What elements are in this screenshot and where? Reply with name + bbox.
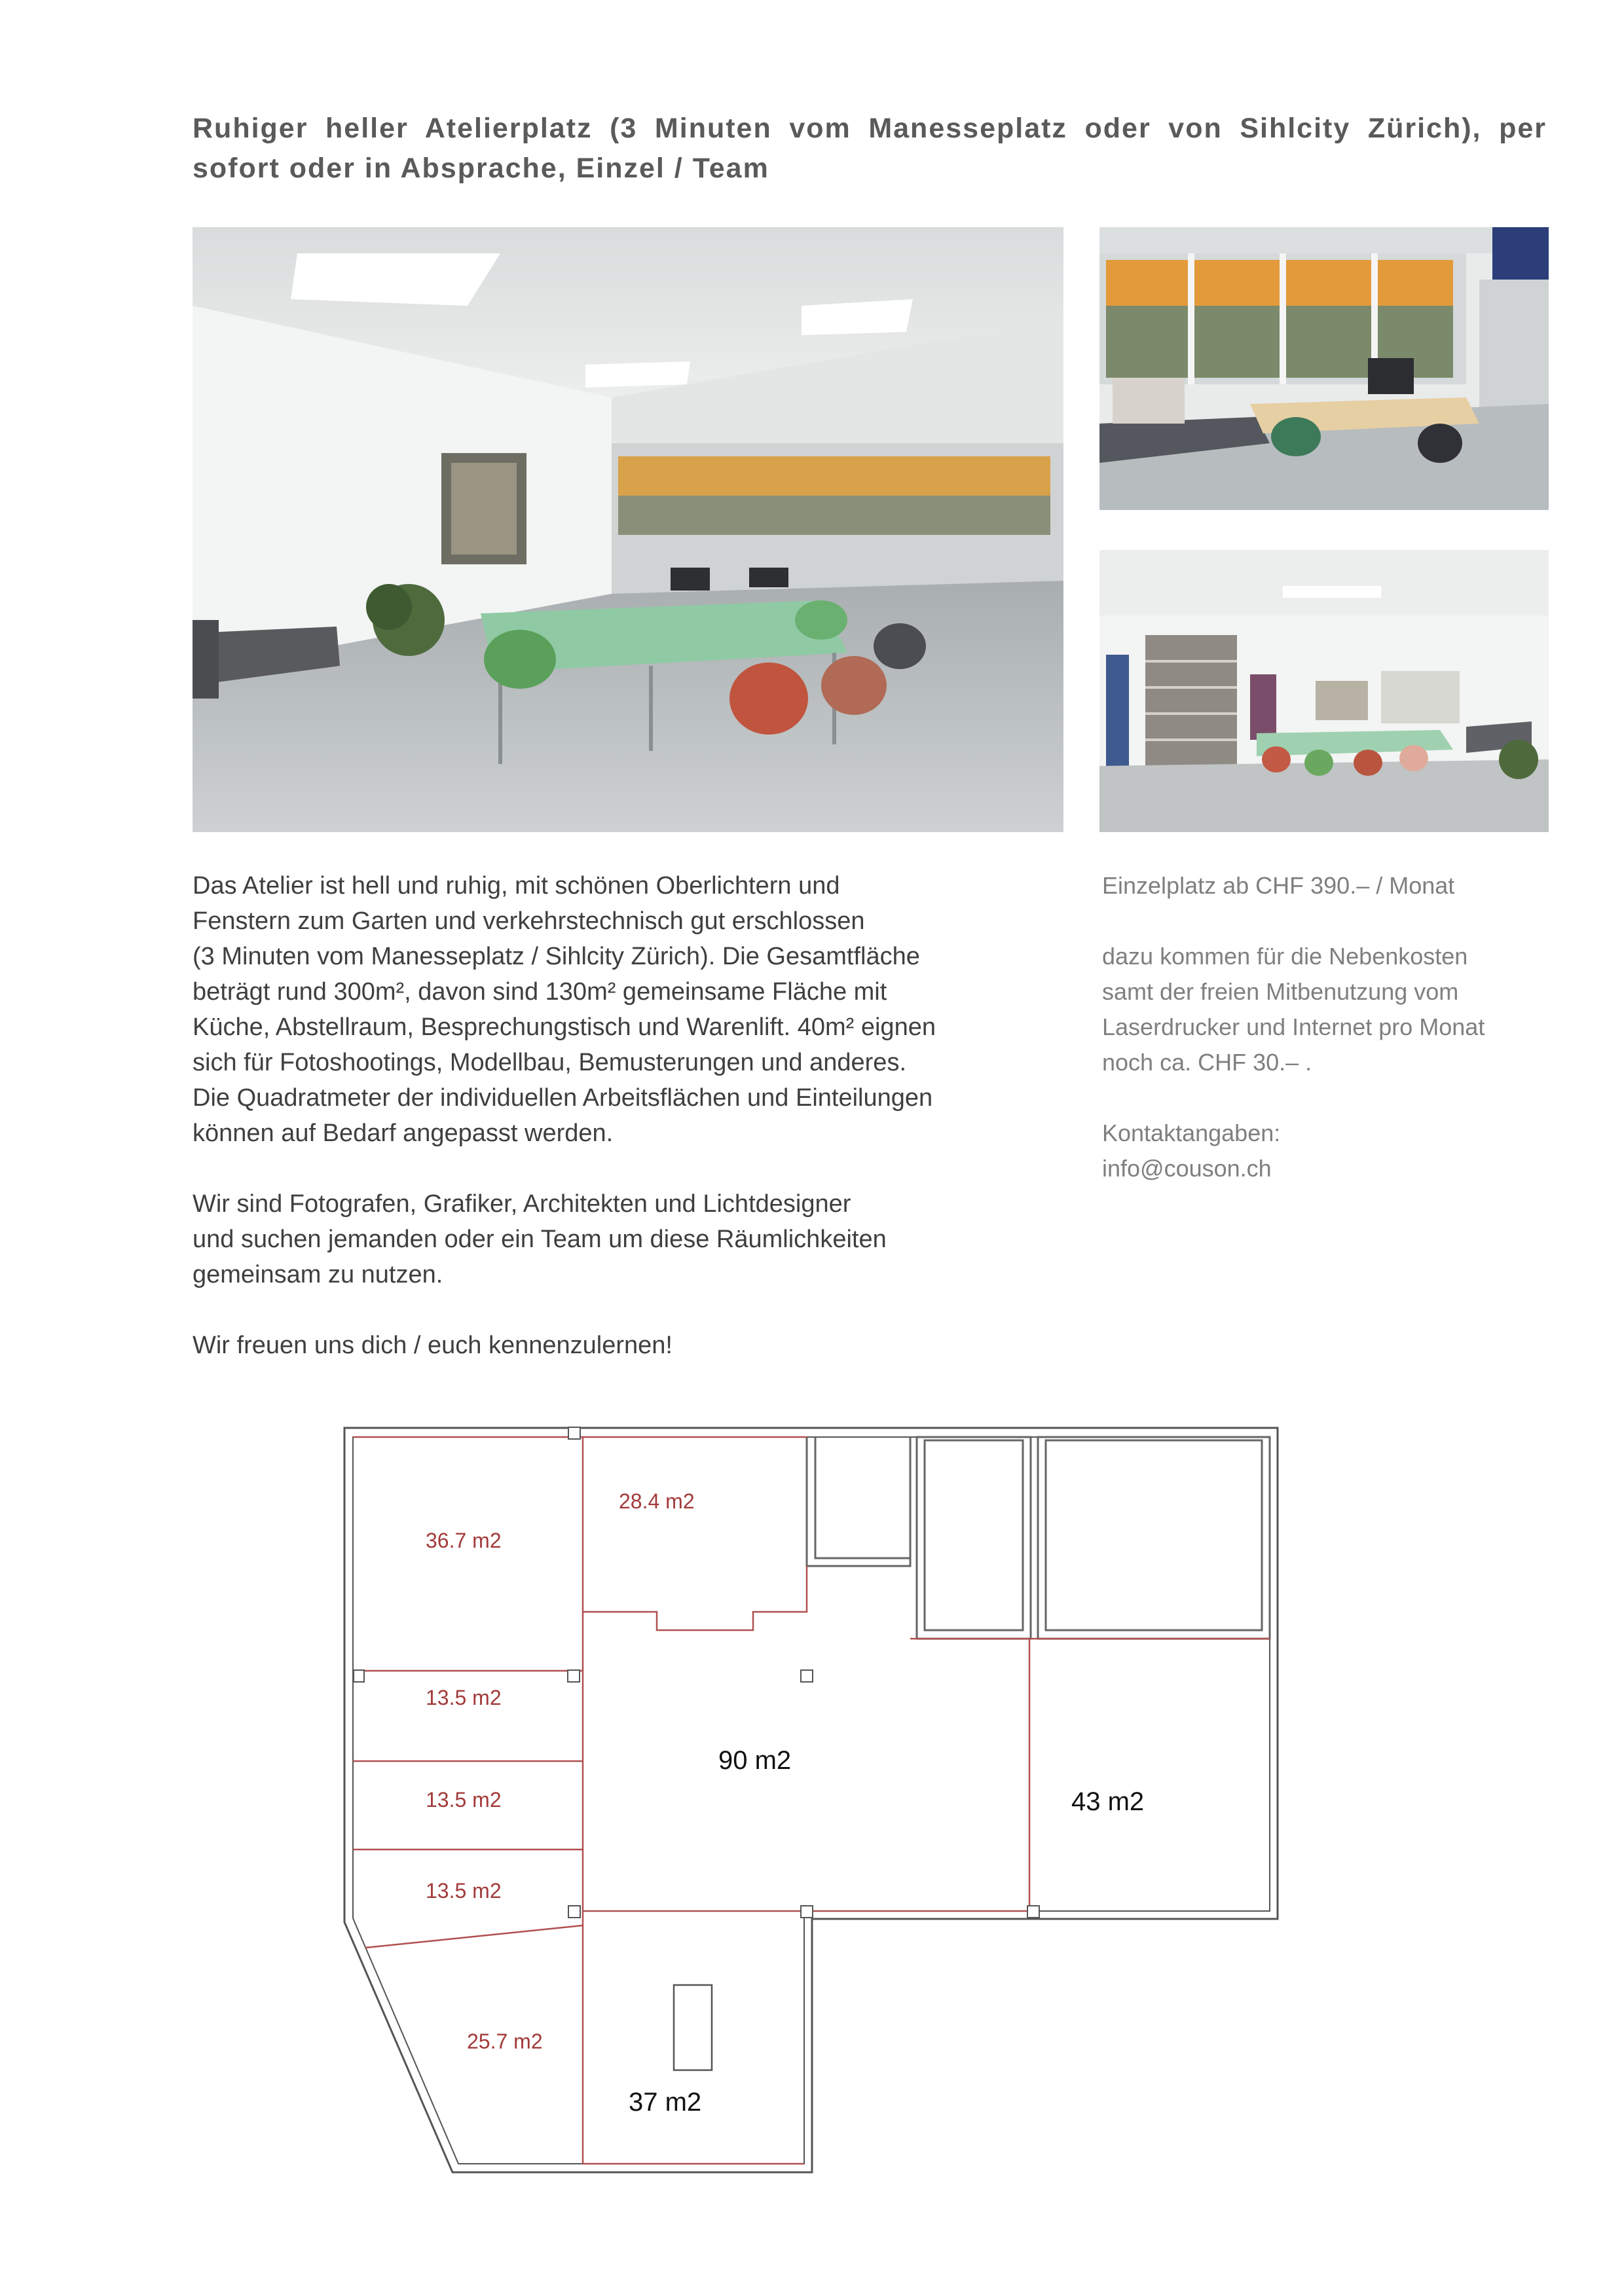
room-label-13c: 13.5 m2 [426,1879,502,1903]
room-label-28: 28.4 m2 [619,1489,695,1513]
freight-lift [674,1985,712,2070]
columns [354,1427,1039,1918]
atelier-photo-main [193,227,1063,832]
service-rooms [807,1437,1270,1639]
pricing-info [1102,868,1554,1222]
atelier-photo-windows [1099,227,1549,510]
description-paragraph-3: Wir freuen uns dich / euch kennenzulernen! [193,1332,673,1359]
room-label-13b: 13.5 m2 [426,1788,502,1812]
room-label-36: 36.7 m2 [426,1529,502,1552]
price-text: Einzelplatz ab CHF 390.– / Monat [1102,872,1455,899]
room-label-37: 37 m2 [629,2088,702,2117]
description-paragraph-1: Das Atelier ist hell und ruhig, mit schönen Oberlichtern und Fenstern zum Garten und verkehrstechnisch gut erschlossen (3 Minuten vom Manesseplatz / Sihlcity Zürich). Die Gesamtfläche beträgt rund 300m², davon sind 130m² gemeinsame Fläche mit Küche, Abstellraum, Besprechungstisch und Warenlift. 40m² eignen sich für Fotoshootings, Modellbau, Bemusterungen und anderes. Die Quadratmeter der individuellen Arbeitsflächen und Einteilungen können auf Bedarf angepasst werden. [193,872,936,1147]
atelier-photo-meeting-area [1099,550,1549,832]
description [193,868,1070,1398]
contact-label: Kontaktangaben: [1102,1120,1281,1146]
page-title: Ruhiger heller Atelierplatz (3 Minuten vom Manesseplatz oder von Sihlcity Zürich), per sofort oder in Absprache, Einzel / Team [193,113,1547,184]
contact-email[interactable]: info@couson.ch [1102,1155,1272,1182]
room-label-13a: 13.5 m2 [426,1686,502,1709]
description-paragraph-2: Wir sind Fotografen, Grafiker, Architekten und Lichtdesigner und suchen jemanden oder ein Team um diese Räumlichkeiten gemeinsam zu nutzen. [193,1190,887,1288]
room-label-43: 43 m2 [1071,1787,1145,1816]
room-label-90: 90 m2 [718,1746,792,1775]
floor-plan [327,1421,1310,2187]
extras-text: dazu kommen für die Nebenkosten samt der freien Mitbenutzung vom Laserdrucker und Internet pro Monat noch ca. CHF 30.– . [1102,943,1485,1076]
room-label-25: 25.7 m2 [467,2030,543,2053]
